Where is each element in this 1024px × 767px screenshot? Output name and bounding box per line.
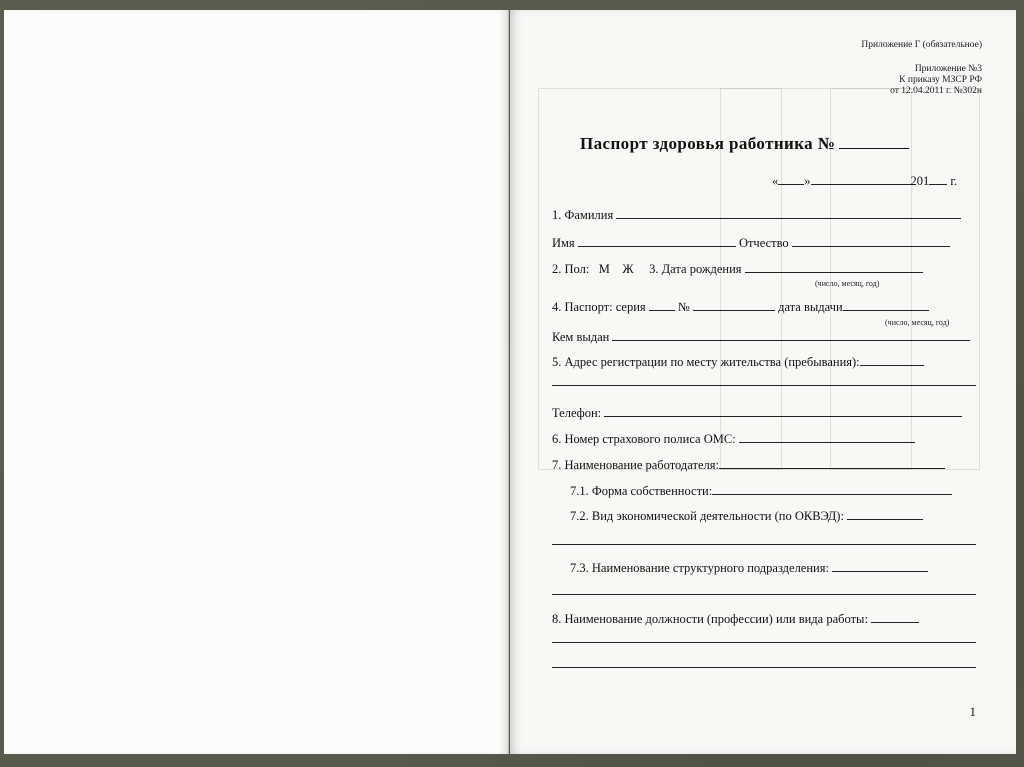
surname-row <box>552 206 961 223</box>
issue-hint: (число, месяц, год) <box>885 318 950 327</box>
division-field-line-2[interactable] <box>552 594 976 595</box>
issue-date-label: дата выдачи <box>778 300 843 314</box>
oms-field[interactable] <box>739 430 915 443</box>
employer-label: 7. Наименование работодателя: <box>552 458 719 472</box>
right-form-page <box>510 10 1016 754</box>
okved-field-line-2[interactable] <box>552 544 976 545</box>
okved-field[interactable] <box>847 507 923 520</box>
annex-header <box>861 40 982 51</box>
issued-by-label: Кем выдан <box>552 330 610 344</box>
address-label: 5. Адрес регистрации по месту жительства (пребывания): <box>552 355 860 369</box>
birth-hint: (число, месяц, год) <box>815 279 880 288</box>
name-label: Имя <box>552 236 575 250</box>
date-open-quote: « <box>772 174 779 188</box>
passport-label: 4. Паспорт: серия <box>552 300 646 314</box>
position-field-line-3[interactable] <box>552 667 976 668</box>
annex-line-3: К приказу МЗСР РФ <box>899 75 982 85</box>
birth-label: 3. Дата рождения <box>649 262 742 276</box>
ownership-field[interactable] <box>712 482 952 495</box>
address-row <box>552 353 924 370</box>
oms-label: 6. Номер страхового полиса ОМС: <box>552 432 736 446</box>
passport-row <box>552 298 929 315</box>
position-row <box>552 610 919 627</box>
annex-line-4: от 12.04.2011 г. №302н <box>890 86 982 96</box>
date-close-quote: » <box>804 174 811 188</box>
patronymic-label: Отчество <box>738 236 789 250</box>
issue-date-field[interactable] <box>843 298 929 311</box>
passport-number-field[interactable] <box>693 298 775 311</box>
page-title <box>580 134 909 154</box>
page-number: 1 <box>969 704 976 719</box>
division-field[interactable] <box>832 559 928 572</box>
day-blank[interactable] <box>778 172 804 185</box>
name-field[interactable] <box>578 234 736 247</box>
position-field[interactable] <box>871 610 919 623</box>
passport-number-blank[interactable] <box>839 134 909 149</box>
name-row <box>552 234 950 251</box>
phone-row <box>552 404 962 421</box>
annex-line-1: Приложение Г (обязательное) <box>861 40 982 50</box>
address-field-line-2[interactable] <box>552 385 976 386</box>
annex-line-2: Приложение №3 <box>914 64 982 74</box>
annex-order-block <box>890 64 982 97</box>
issued-by-row <box>552 328 970 345</box>
year-blank[interactable] <box>929 172 947 185</box>
division-row <box>570 559 928 576</box>
birth-date-field[interactable] <box>745 260 923 273</box>
patronymic-field[interactable] <box>792 234 950 247</box>
position-label: 8. Наименование должности (профессии) или вида работы: <box>552 612 868 626</box>
year-suffix: г. <box>950 174 958 188</box>
employer-row <box>552 456 945 473</box>
date-line <box>772 172 957 189</box>
phone-label: Телефон: <box>552 406 602 420</box>
sex-m[interactable]: М <box>598 262 610 276</box>
sex-f[interactable]: Ж <box>622 262 634 276</box>
month-blank[interactable] <box>811 172 911 185</box>
year-prefix: 201 <box>910 174 930 188</box>
sex-birth-row <box>552 260 923 277</box>
phone-field[interactable] <box>604 404 962 417</box>
sex-label: 2. Пол: <box>552 262 590 276</box>
address-field[interactable] <box>860 353 924 366</box>
left-blank-page <box>4 10 509 754</box>
surname-field[interactable] <box>616 206 961 219</box>
issued-by-field[interactable] <box>612 328 970 341</box>
ownership-row <box>570 482 952 499</box>
position-field-line-2[interactable] <box>552 642 976 643</box>
ownership-label: 7.1. Форма собственности: <box>570 484 713 498</box>
division-label: 7.3. Наименование структурного подразделения: <box>570 561 829 575</box>
passport-no-label: № <box>677 300 690 314</box>
passport-series-field[interactable] <box>649 298 675 311</box>
oms-row <box>552 430 915 447</box>
okved-row <box>570 507 923 524</box>
okved-label: 7.2. Вид экономической деятельности (по ОКВЭД): <box>570 509 844 523</box>
title-text: Паспорт здоровья работника № <box>580 134 836 153</box>
surname-label: 1. Фамилия <box>552 208 614 222</box>
employer-field[interactable] <box>719 456 945 469</box>
